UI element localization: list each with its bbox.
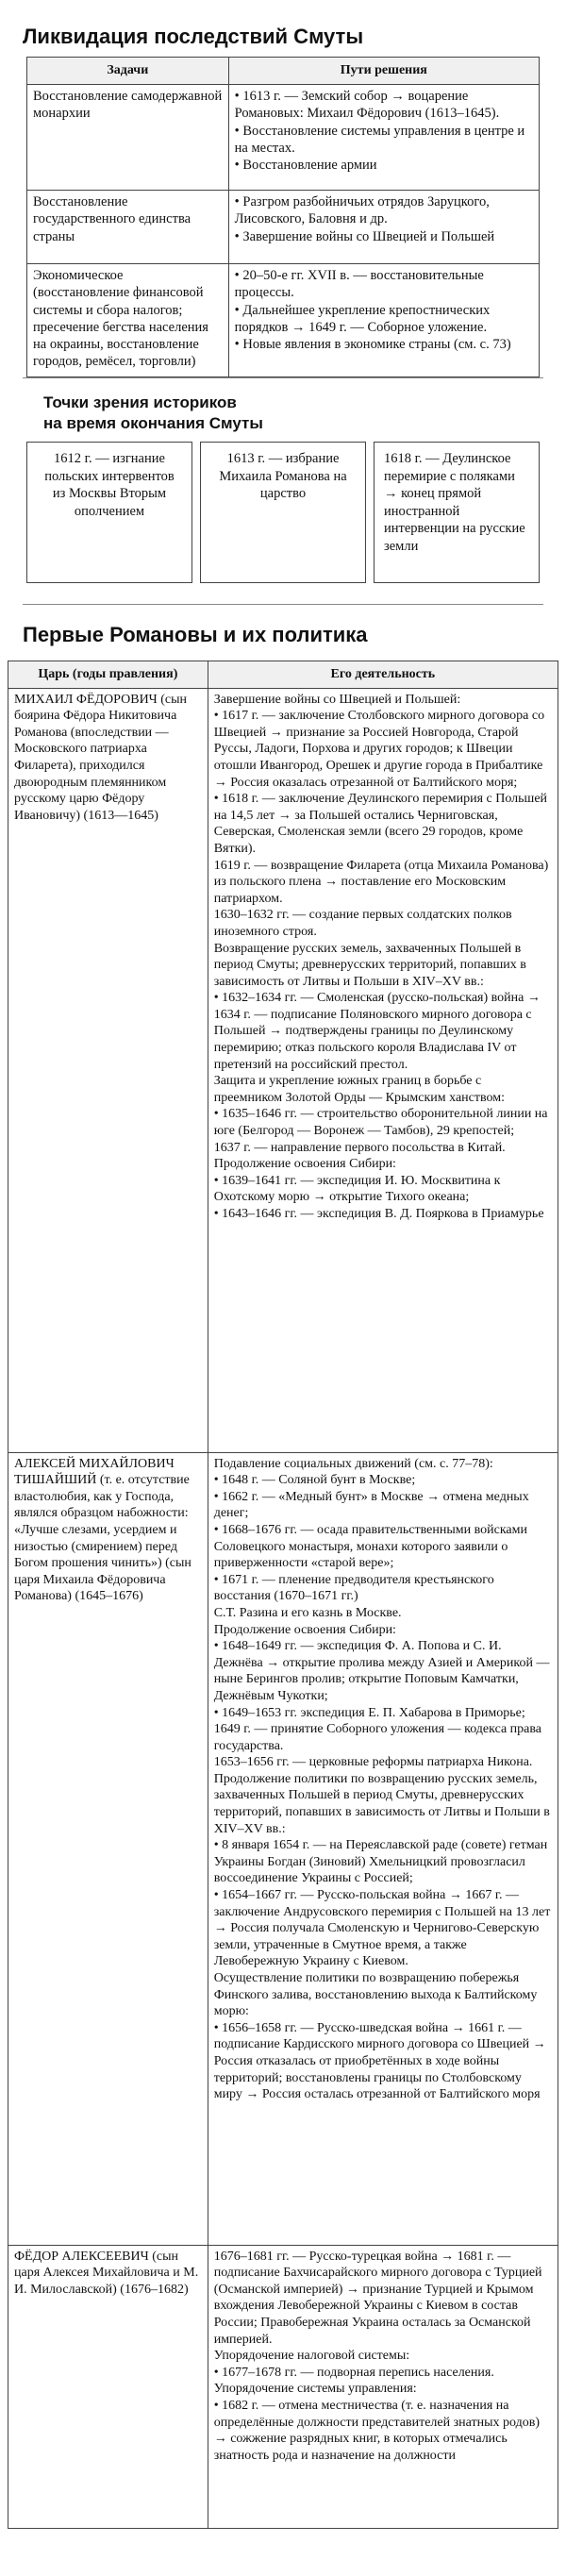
- activity-line: Продолжение освоения Сибири:: [213, 1622, 396, 1637]
- activity-line: 1619 г. — возвращение Филарета (отца Михаила Романова) из польского плена → поставление его Московским патриархом.: [213, 858, 549, 906]
- solution-cell: [228, 191, 539, 264]
- view-box-1612: 1612 г. — изгнание польских интервентов из Москвы Вторым ополчением: [26, 442, 192, 583]
- task-cell: Восстановление государственного единства страны: [27, 191, 229, 264]
- activity-line: 1653–1656 гг. — церковные реформы патриарха Никона.: [213, 1755, 533, 1770]
- section2-title: Первые Романовы и их политика: [23, 623, 368, 646]
- smuta-table: [26, 57, 540, 377]
- table-header-row: [8, 661, 558, 689]
- tsar-cell: АЛЕКСЕЙ МИХАЙЛОВИЧ ТИШАЙШИЙ (т. е. отсутствие властолюбия, как у Господа, являлся образцом набожности: «Лучше слезами, усердием и низостью (смирением) перед Богом прошения чинить») (сын царя Михаила Фёдоровича Романова) (1645–1676): [8, 1452, 208, 2245]
- divider: [23, 604, 543, 605]
- activity-line: Упорядочение системы управления:: [213, 2382, 417, 2397]
- solution-item: • 1613 г. — Земский собор → воцарение Романовых: Михаил Фёдорович (1613–1645).: [235, 88, 533, 122]
- table-row: [27, 85, 540, 191]
- activity-line: 1676–1681 гг. — Русско-турецкая война → 1681 г. — подписание Бахчисарайского мирного договора с Турцией (Османской империей) → признание Турцией и Крымом вхождения Левобережной Украины с Киевом в состав России; Правобережная Украина осталась за Османской империей.: [213, 2249, 542, 2347]
- solution-item: • Восстановление системы управления в центре и на местах.: [235, 123, 533, 157]
- activity-line: • 1668–1676 гг. — осада правительственными войсками Соловецкого монастыря, монахи которого заявили о приверженности «старой вере»;: [213, 1522, 527, 1571]
- activity-line: 1649 г. — принятие Соборного уложения — кодекса права государства.: [213, 1722, 542, 1753]
- activity-line: • 1617 г. — заключение Столбовского мирного договора со Швецией → признание за Россией Новгорода, Старой Руссы, Ладоги, Порхова и других городов; к Швеции отошли Ивангород, Орешек и другие города в Прибалтике → Россия оказалась отрезанной от Балтийского моря;: [213, 709, 545, 790]
- view-box-1613: 1613 г. — избрание Михаила Романова на царство: [200, 442, 366, 583]
- task-cell: Экономическое (восстановление финансовой системы и сбора налогов; пресечение бегства населения на окраины, восстановление городов, ремёсел, торговли): [27, 264, 229, 377]
- column-header: Пути решения: [228, 58, 539, 85]
- activity-line: Возвращение русских земель, захваченных Польшей в период Смуты; древнерусских территорий, попавших в зависимость от Литвы и Польши в XIV–XV вв.:: [213, 941, 526, 989]
- column-header: Царь (годы правления): [8, 661, 208, 689]
- activity-line: • 1654–1667 гг. — Русско-польская война → 1667 г. — заключение Андрусовского перемирия с Польшей на 13 лет → Россия получала Смоленскую и Чернигово-Северскую земли, утраченные в Смутное время, а также Левобережную Украину с Киевом.: [213, 1888, 551, 1969]
- activity-line: • 1635–1646 гг. — строительство оборонительной линии на юге (Белгород — Воронеж — Тамбов), 29 крепостей;: [213, 1107, 548, 1139]
- solution-cell: [228, 85, 539, 191]
- activity-line: • 1656–1658 гг. — Русско-шведская война → 1661 г. — подписание Кардисского мирного договора со Швецией → Россия отказалась от приобретённых в ходе войны территорий; восстановлены границы по Столбовскому миру → Россия осталась отрезанной от Балтийского моря: [213, 2020, 546, 2102]
- activity-line: Завершение войны со Швецией и Польшей:: [213, 692, 461, 707]
- table-header-row: [27, 58, 540, 85]
- solution-item: • 20–50-е гг. XVII в. — восстановительные процессы.: [235, 267, 533, 301]
- column-header: Его деятельность: [208, 661, 558, 689]
- activity-line: • 1632–1634 гг. — Смоленская (русско-польская) война → 1634 г. — подписание Поляновского мирного договора с Польшей → подтверждены границы по Деулинскому перемирию; отказ польского короля Владислава IV от претензий на российский престол.: [213, 991, 541, 1072]
- activity-line: Продолжение освоения Сибири:: [213, 1157, 396, 1172]
- activity-line: • 8 января 1654 г. — на Переяславской раде (совете) гетман Украины Богдан (Зиновий) Хмельницкий провозгласил воссоединение Украины с Россией;: [213, 1838, 548, 1886]
- section1-title: Ликвидация последствий Смуты: [23, 25, 364, 48]
- activity-line: Упорядочение налоговой системы:: [213, 2349, 410, 2364]
- solution-item: • Разгром разбойничьих отрядов Заруцкого, Лисовского, Баловня и др.: [235, 193, 533, 227]
- column-header: Задачи: [27, 58, 229, 85]
- task-cell: Восстановление самодержавной монархии: [27, 85, 229, 191]
- activity-line: • 1639–1641 гг. — экспедиция И. Ю. Москвитина к Охотскому морю → открытие Тихого океана;: [213, 1173, 501, 1205]
- activity-cell: [208, 688, 558, 1452]
- activity-line: • 1671 г. — пленение предводителя крестьянского восстания (1670–1671 гг.): [213, 1572, 494, 1604]
- activity-line: • 1662 г. — «Медный бунт» в Москве → отмена медных денег;: [213, 1489, 529, 1521]
- activity-line: 1630–1632 гг. — создание первых солдатских полков иноземного строя.: [213, 908, 512, 939]
- activity-cell: [208, 2245, 558, 2528]
- activity-line: Защита и укрепление южных границ в борьбе с преемником Золотой Орды — Крымским ханством:: [213, 1074, 505, 1105]
- activity-line: Продолжение политики по возвращению русских земель, захваченных Польшей в период Смуты, древнерусских территорий, попавших в зависимость от Литвы и Польши в XIV–XV вв.:: [213, 1771, 550, 1836]
- activity-line: Осуществление политики по возвращению побережья Финского залива, восстановлению выхода к Балтийскому морю:: [213, 1971, 538, 2019]
- activity-line: С.Т. Разина и его казнь в Москве.: [213, 1605, 402, 1620]
- table-row: [8, 1452, 558, 2245]
- activity-cell: [208, 1452, 558, 2245]
- activity-line: • 1649–1653 гг. экспедиция Е. П. Хабарова в Приморье;: [213, 1705, 525, 1720]
- table-row: [27, 264, 540, 377]
- solution-item: • Дальнейшее укрепление крепостнических порядков → 1649 г. — Соборное уложение.: [235, 302, 533, 336]
- solution-item: • Восстановление армии: [235, 157, 533, 174]
- table-row: [8, 688, 558, 1452]
- view-box-1618: 1618 г. — Деулинское перемирие с поляками → конец прямой иностранной интервенции на русские земли: [374, 442, 540, 583]
- activity-line: • 1618 г. — заключение Деулинского перемирия с Польшей на 14,5 лет → за Польшей остались Черниговская, Северская, Смоленская земли (всего 29 городов, кроме Вятки).: [213, 792, 548, 856]
- activity-line: • 1648 г. — Соляной бунт в Москве;: [213, 1473, 416, 1488]
- activity-line: Подавление социальных движений (см. с. 77–78):: [213, 1456, 493, 1471]
- tsar-cell: МИХАИЛ ФЁДОРОВИЧ (сын боярина Фёдора Никитовича Романова (впоследствии — Московского патриарха Филарета), приходился двоюродным племянником русскому царю Фёдору Ивановичу) (1613—1645): [8, 688, 208, 1452]
- tsar-cell: ФЁДОР АЛЕКСЕЕВИЧ (сын царя Алексея Михайловича и М. И. Милославской) (1676–1682): [8, 2245, 208, 2528]
- views-title-line: на время окончания Смуты: [43, 414, 263, 432]
- solution-item: • Завершение войны со Швецией и Польшей: [235, 228, 533, 245]
- views-title-line: Точки зрения историков: [43, 393, 237, 411]
- activity-line: • 1643–1646 гг. — экспедиция В. Д. Пояркова в Приамурье: [213, 1207, 544, 1221]
- divider: [23, 377, 543, 378]
- activity-line: 1637 г. — направление первого посольства в Китай.: [213, 1140, 506, 1155]
- table-row: [27, 191, 540, 264]
- solution-cell: [228, 264, 539, 377]
- solution-item: • Новые явления в экономике страны (см. с. 73): [235, 336, 533, 353]
- table-row: [8, 2245, 558, 2528]
- romanovs-table: [8, 661, 558, 2529]
- views-title: [43, 393, 263, 434]
- activity-line: • 1648–1649 гг. — экспедиция Ф. А. Попова и С. И. Дежнёва → открытие пролива между Азией и Америкой — ныне Берингов пролив; открытие Поповым Камчатки, Дежнёвым Чукотки;: [213, 1639, 550, 1703]
- activity-line: • 1677–1678 гг. — подворная перепись населения.: [213, 2365, 494, 2380]
- activity-line: • 1682 г. — отмена местничества (т. е. назначения на определённые должности представителей знатных родов) → сожжение разрядных книг, в которых отмечались знатность рода и назначение на должности: [213, 2398, 540, 2463]
